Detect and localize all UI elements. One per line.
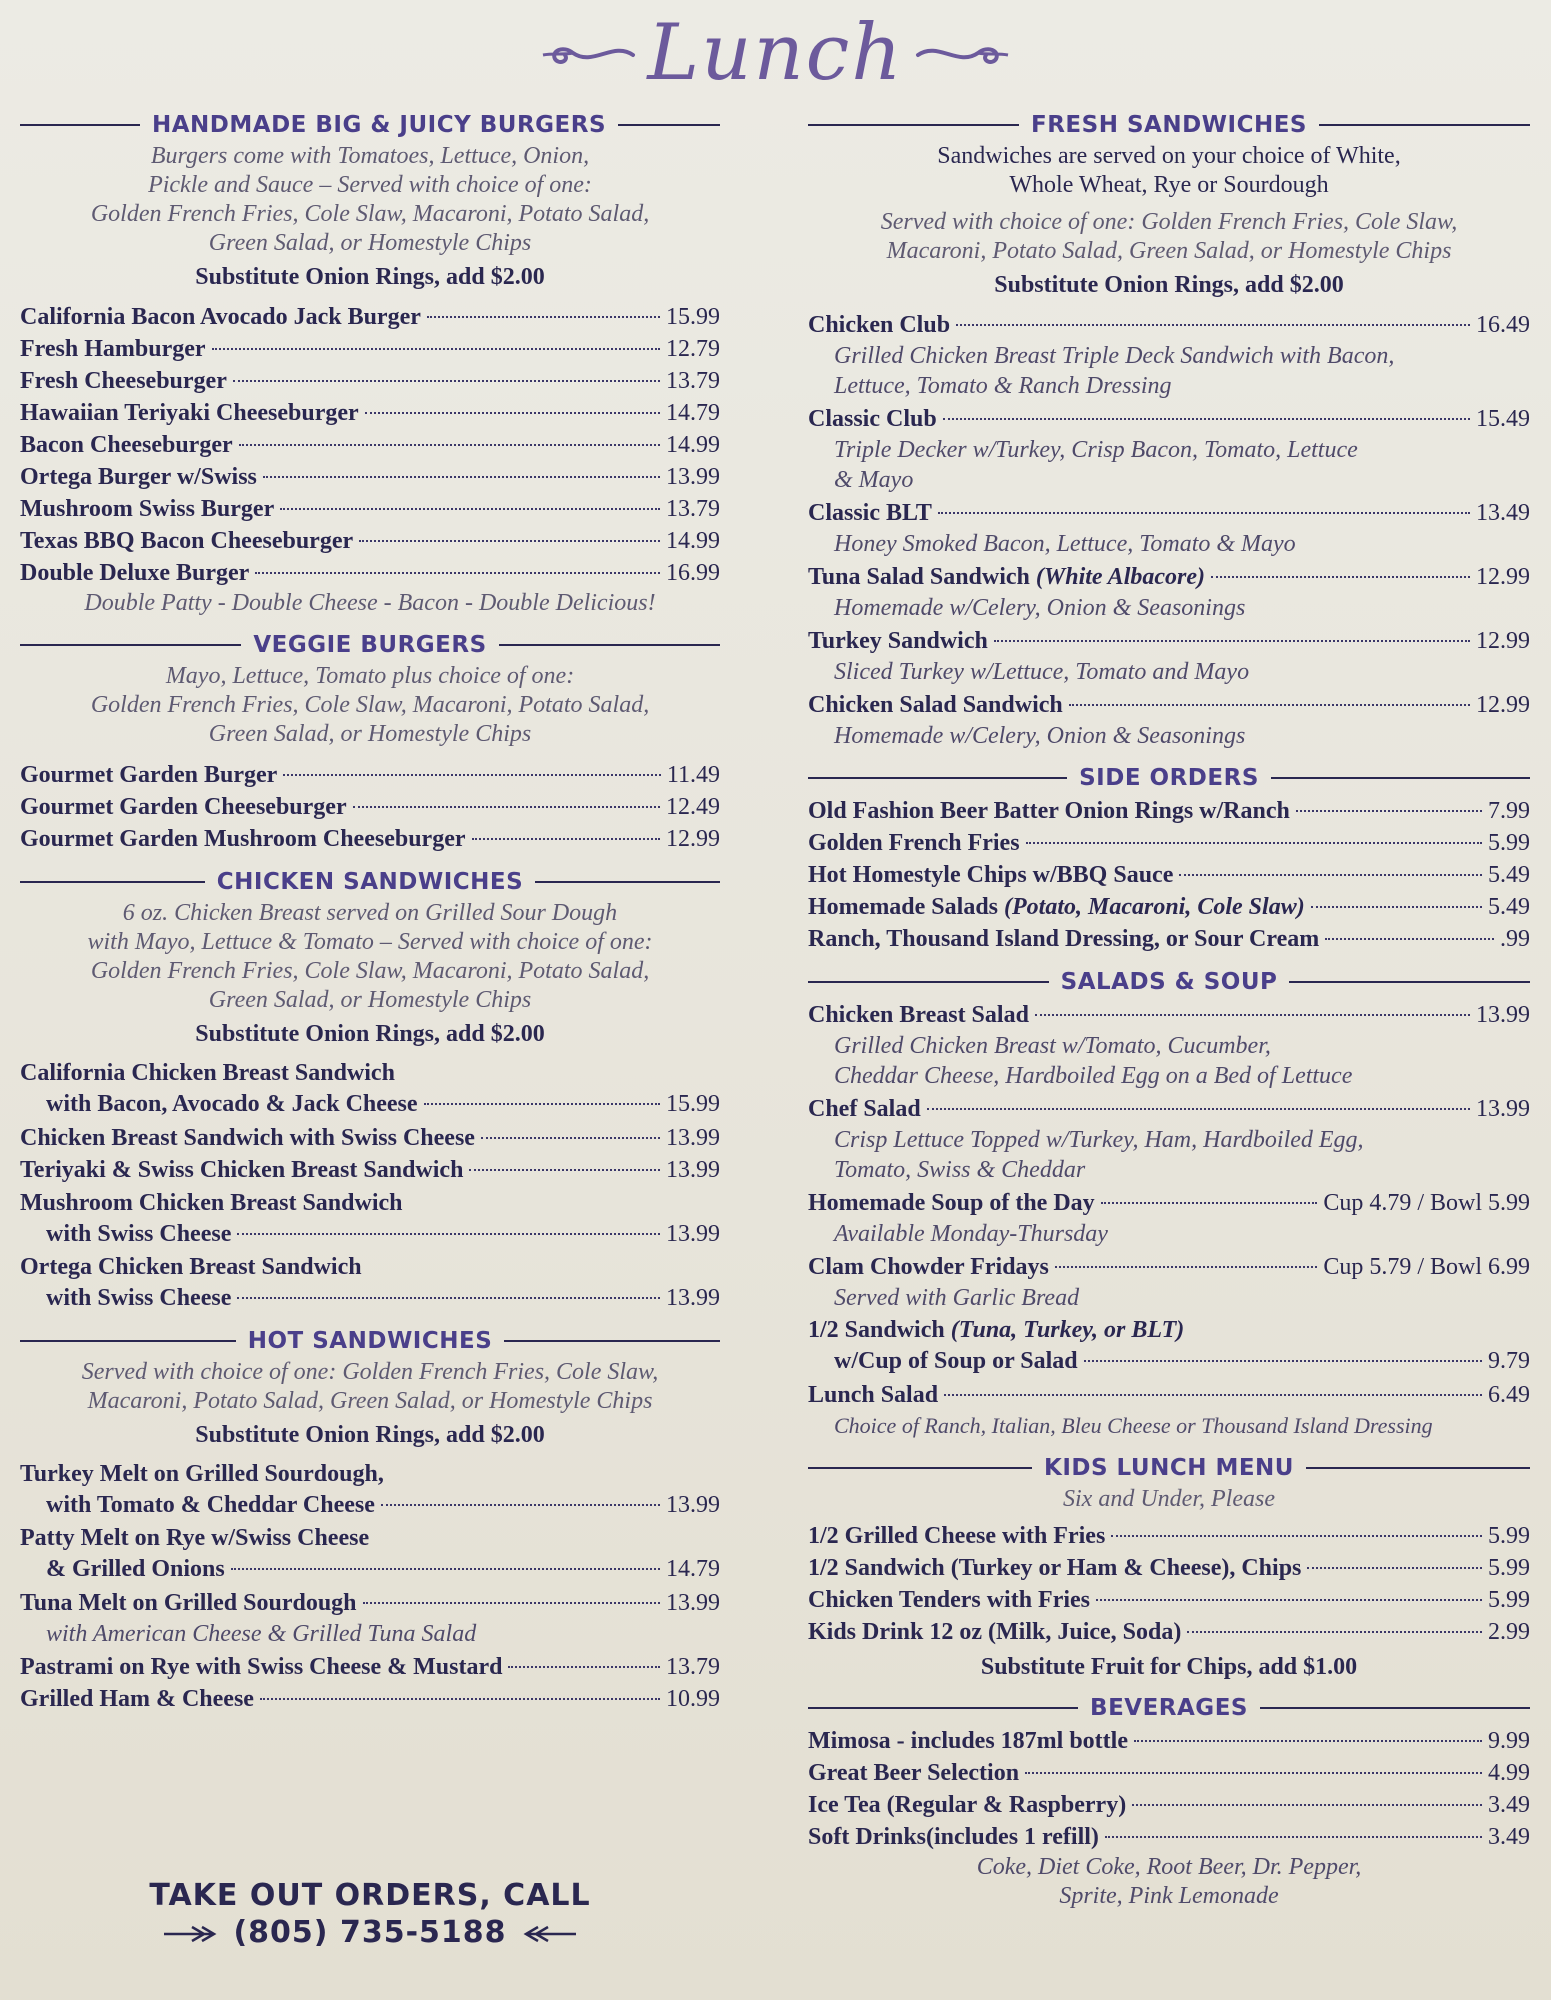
menu-item: 1/2 Grilled Cheese with Fries 5.99 bbox=[808, 1523, 1530, 1549]
menu-item: Tuna Salad Sandwich (White Albacore) 12.99 Homemade w/Celery, Onion & Seasonings bbox=[808, 564, 1530, 621]
fresh-substitute: Substitute Onion Rings, add $2.00 bbox=[994, 272, 1344, 298]
menu-item: Turkey Melt on Grilled Sourdough, with Tomato & Cheddar Cheese 13.99 bbox=[20, 1461, 720, 1518]
left-column bbox=[20, 108, 720, 1729]
sides-heading: SIDE ORDERS bbox=[808, 765, 1530, 791]
menu-item: Golden French Fries 5.99 bbox=[808, 830, 1530, 856]
menu-item: Chicken Breast Sandwich with Swiss Cheese 13.99 bbox=[20, 1125, 720, 1151]
menu-item: Clam Chowder Fridays Cup 5.79 / Bowl 6.99 Served with Garlic Bread bbox=[808, 1254, 1530, 1311]
left-flourish-icon bbox=[533, 33, 643, 73]
burgers-desc: Burgers come with Tomatoes, Lettuce, Onion, Pickle and Sauce – Served with choice of one: Golden French Fries, Cole Slaw, Macaroni, Potato Salad, Green Salad, or Homestyle Chips bbox=[90, 143, 650, 256]
menu-item: 1/2 Sandwich (Turkey or Ham & Cheese), Chips 5.99 bbox=[808, 1555, 1530, 1581]
menu-item: Tuna Melt on Grilled Sourdough 13.99 with American Cheese & Grilled Tuna Salad bbox=[20, 1590, 720, 1647]
right-flourish-icon bbox=[908, 33, 1018, 73]
sides-section bbox=[808, 765, 1530, 955]
menu-item: Chicken Tenders with Fries 5.99 bbox=[808, 1587, 1530, 1613]
menu-item: 1/2 Sandwich (Tuna, Turkey, or BLT) w/Cup of Soup or Salad 9.79 bbox=[808, 1317, 1530, 1374]
menu-item: Double Deluxe Burger 16.99 bbox=[20, 560, 720, 586]
burgers-substitute: Substitute Onion Rings, add $2.00 bbox=[195, 264, 545, 290]
salads-heading: SALADS & SOUP bbox=[808, 969, 1530, 995]
phone-number[interactable]: (805) 735-5188 bbox=[233, 1915, 507, 1950]
hot-section bbox=[20, 1328, 720, 1715]
soft-drinks-note: Coke, Diet Coke, Root Beer, Dr. Pepper, Sprite, Pink Lemonade bbox=[976, 1854, 1362, 1909]
chicken-desc: 6 oz. Chicken Breast served on Grilled Sour Dough with Mayo, Lettuce & Tomato – Served with choice of one: Golden French Fries, Cole Slaw, Macaroni, Potato Salad, Green Salad, or Homestyle Chips bbox=[87, 900, 653, 1013]
hot-heading: HOT SANDWICHES bbox=[20, 1328, 720, 1354]
fresh-desc: Served with choice of one: Golden French Fries, Cole Slaw, Macaroni, Potato Salad, Green Salad, or Homestyle Chips bbox=[880, 209, 1458, 264]
burgers-heading: HANDMADE BIG & JUICY BURGERS bbox=[20, 112, 720, 138]
menu-item: Gourmet Garden Burger 11.49 bbox=[20, 762, 720, 788]
menu-item: Ortega Burger w/Swiss 13.99 bbox=[20, 464, 720, 490]
fresh-section bbox=[808, 112, 1530, 751]
fresh-heading: FRESH SANDWICHES bbox=[808, 112, 1530, 138]
menu-item: Chicken Salad Sandwich 12.99 Homemade w/Celery, Onion & Seasonings bbox=[808, 692, 1530, 749]
menu-item: Mushroom Swiss Burger 13.79 bbox=[20, 496, 720, 522]
menu-item: Classic BLT 13.49 Honey Smoked Bacon, Lettuce, Tomato & Mayo bbox=[808, 500, 1530, 557]
beverages-heading: BEVERAGES bbox=[808, 1695, 1530, 1721]
menu-item: Gourmet Garden Cheeseburger 12.49 bbox=[20, 794, 720, 820]
menu-item: Teriyaki & Swiss Chicken Breast Sandwich 13.99 bbox=[20, 1157, 720, 1183]
menu-item: Kids Drink 12 oz (Milk, Juice, Soda) 2.99 bbox=[808, 1619, 1530, 1645]
chicken-section bbox=[20, 869, 720, 1314]
salads-section bbox=[808, 969, 1530, 1441]
menu-item: Chicken Breast Salad 13.99 Grilled Chicken Breast w/Tomato, Cucumber, Cheddar Cheese, Hardboiled Egg on a Bed of Lettuce bbox=[808, 1002, 1530, 1089]
menu-item: Chef Salad 13.99 Crisp Lettuce Topped w/Turkey, Ham, Hardboiled Egg, Tomato, Swiss & Cheddar bbox=[808, 1096, 1530, 1183]
menu-item: Hot Homestyle Chips w/BBQ Sauce 5.49 bbox=[808, 862, 1530, 888]
hot-desc: Served with choice of one: Golden French Fries, Cole Slaw, Macaroni, Potato Salad, Green Salad, or Homestyle Chips bbox=[81, 1359, 659, 1414]
menu-item: Patty Melt on Rye w/Swiss Cheese & Grilled Onions 14.79 bbox=[20, 1525, 720, 1582]
menu-item: Mushroom Chicken Breast Sandwich with Swiss Cheese 13.99 bbox=[20, 1190, 720, 1247]
menu-item: Hawaiian Teriyaki Cheeseburger 14.79 bbox=[20, 400, 720, 426]
menu-item: Pastrami on Rye with Swiss Cheese & Mustard 13.79 bbox=[20, 1654, 720, 1680]
menu-item: Mimosa - includes 187ml bottle 9.99 bbox=[808, 1728, 1530, 1754]
menu-item: Ice Tea (Regular & Raspberry) 3.49 bbox=[808, 1792, 1530, 1818]
menu-item: Texas BBQ Bacon Cheeseburger 14.99 bbox=[20, 528, 720, 554]
kids-heading: KIDS LUNCH MENU bbox=[808, 1455, 1530, 1481]
menu-item: Fresh Hamburger 12.79 bbox=[20, 336, 720, 362]
burgers-section bbox=[20, 112, 720, 618]
chicken-substitute: Substitute Onion Rings, add $2.00 bbox=[195, 1021, 545, 1047]
fresh-bread-desc: Sandwiches are served on your choice of White, Whole Wheat, Rye or Sourdough bbox=[937, 143, 1401, 198]
menu-item: Ortega Chicken Breast Sandwich with Swiss Cheese 13.99 bbox=[20, 1254, 720, 1311]
right-column bbox=[808, 108, 1530, 1925]
menu-item: Fresh Cheeseburger 13.79 bbox=[20, 368, 720, 394]
kids-desc: Six and Under, Please bbox=[1063, 1486, 1275, 1512]
right-arrow-icon bbox=[162, 1924, 222, 1944]
menu-item: Ranch, Thousand Island Dressing, or Sour Cream .99 bbox=[808, 926, 1530, 952]
menu-item: California Bacon Avocado Jack Burger 15.99 bbox=[20, 304, 720, 330]
title-text: Lunch bbox=[647, 8, 904, 98]
veggie-heading: VEGGIE BURGERS bbox=[20, 632, 720, 658]
kids-section bbox=[808, 1455, 1530, 1681]
menu-item: Classic Club 15.49 Triple Decker w/Turkey, Crisp Bacon, Tomato, Lettuce & Mayo bbox=[808, 406, 1530, 493]
menu-item: Homemade Soup of the Day Cup 4.79 / Bowl 5.99 Available Monday-Thursday bbox=[808, 1190, 1530, 1247]
burgers-note: Double Patty - Double Cheese - Bacon - Double Delicious! bbox=[84, 590, 656, 616]
hot-substitute: Substitute Onion Rings, add $2.00 bbox=[195, 1422, 545, 1448]
veggie-desc: Mayo, Lettuce, Tomato plus choice of one: Golden French Fries, Cole Slaw, Macaroni, Potato Salad, Green Salad, or Homestyle Chips bbox=[90, 663, 650, 747]
kids-substitute: Substitute Fruit for Chips, add $1.00 bbox=[980, 1654, 1358, 1680]
menu-item: Chicken Club 16.49 Grilled Chicken Breast Triple Deck Sandwich with Bacon, Lettuce, Tomato & Ranch Dressing bbox=[808, 312, 1530, 399]
menu-item: Great Beer Selection 4.99 bbox=[808, 1760, 1530, 1786]
menu-item: Grilled Ham & Cheese 10.99 bbox=[20, 1686, 720, 1712]
menu-item: Soft Drinks(includes 1 refill) 3.49 bbox=[808, 1824, 1530, 1850]
veggie-section bbox=[20, 632, 720, 855]
beverages-section bbox=[808, 1695, 1530, 1911]
menu-item: Old Fashion Beer Batter Onion Rings w/Ranch 7.99 bbox=[808, 798, 1530, 824]
takeout-call: TAKE OUT ORDERS, CALL (805) 735-5188 bbox=[149, 1878, 591, 1950]
menu-item: Lunch Salad 6.49 Choice of Ranch, Italian, Bleu Cheese or Thousand Island Dressing bbox=[808, 1382, 1530, 1438]
menu-item: California Chicken Breast Sandwich with Bacon, Avocado & Jack Cheese 15.99 bbox=[20, 1060, 720, 1117]
menu-title bbox=[0, 8, 1551, 98]
menu-item: Homemade Salads (Potato, Macaroni, Cole Slaw) 5.49 bbox=[808, 894, 1530, 920]
chicken-heading: CHICKEN SANDWICHES bbox=[20, 869, 720, 895]
left-arrow-icon bbox=[518, 1924, 578, 1944]
menu-item: Turkey Sandwich 12.99 Sliced Turkey w/Lettuce, Tomato and Mayo bbox=[808, 628, 1530, 685]
menu-item: Gourmet Garden Mushroom Cheeseburger 12.99 bbox=[20, 826, 720, 852]
menu-item: Bacon Cheeseburger 14.99 bbox=[20, 432, 720, 458]
